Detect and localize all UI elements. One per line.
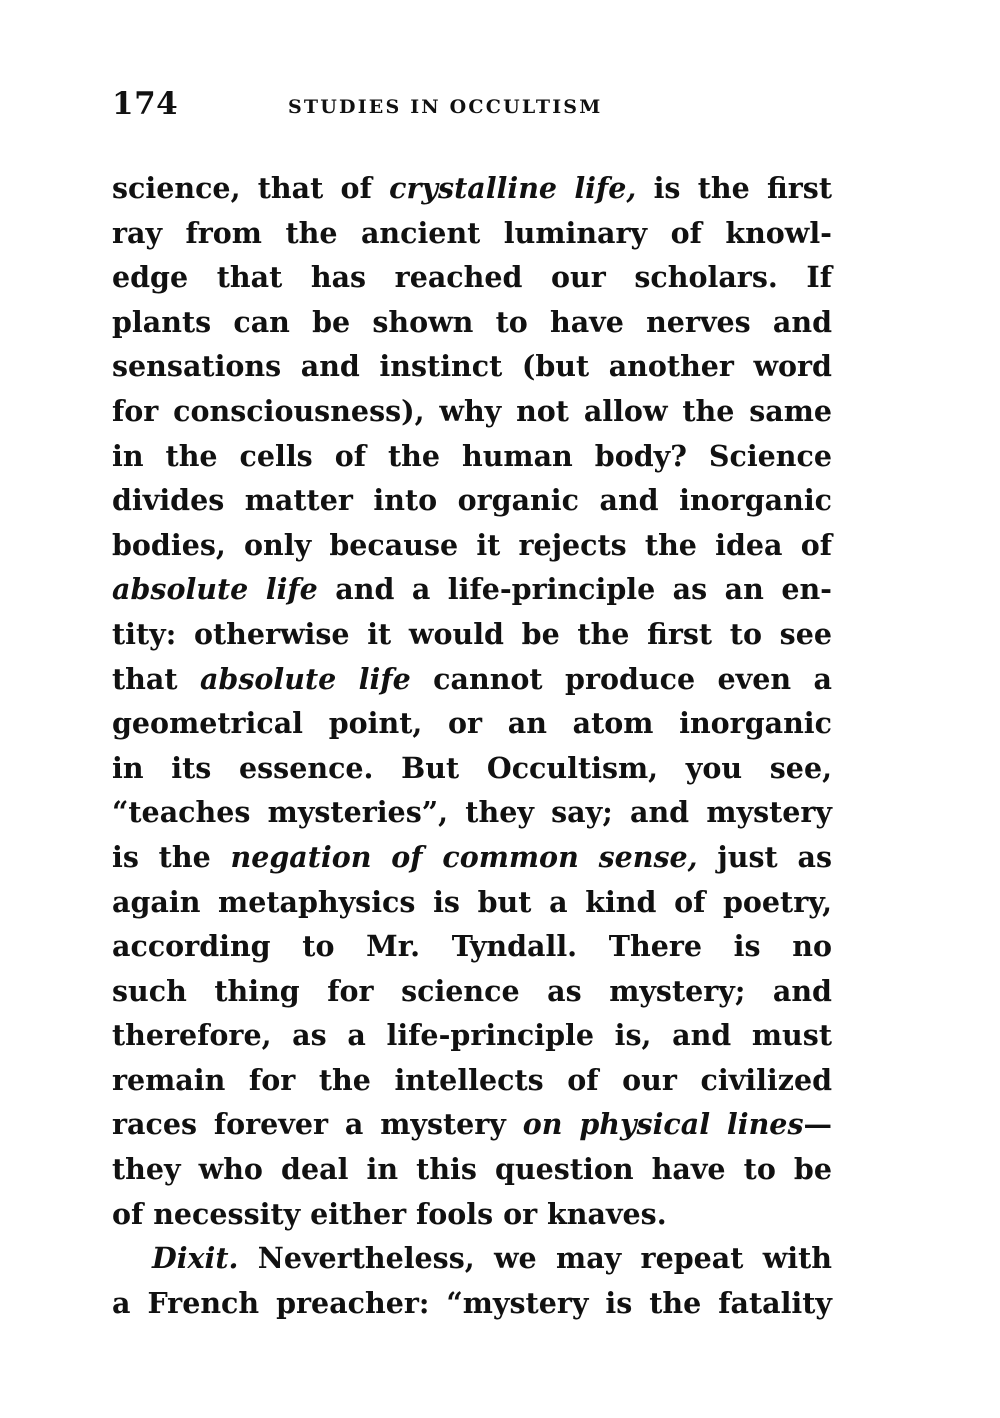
text-segment: according to Mr. Tyndall. There is no (112, 929, 832, 964)
text-segment: in the cells of the human body? Science (112, 438, 832, 473)
text-line (112, 1102, 832, 1147)
text-segment: — (803, 1107, 832, 1142)
text-line (112, 612, 832, 657)
text-line (112, 567, 832, 612)
italic-text: crystalline life, (389, 171, 637, 205)
text-line (112, 1281, 832, 1326)
text-segment: edge that has reached our scholars. If (112, 260, 832, 295)
text-segment: such thing for science as mystery; and (112, 973, 832, 1008)
text-line (112, 790, 832, 835)
text-line (112, 166, 832, 211)
running-head: STUDIES IN OCCULTISM (288, 96, 603, 118)
page-number: 174 (112, 86, 179, 122)
text-segment: tity: otherwise it would be the first to see (112, 616, 832, 651)
text-line (112, 835, 832, 880)
text-line (112, 746, 832, 791)
text-line (112, 211, 832, 256)
text-segment: therefore, as a life-principle is, and must (112, 1018, 832, 1053)
italic-text: Dixit. (152, 1241, 239, 1276)
italic-text: on physical lines (522, 1107, 804, 1142)
text-segment: remain for the intellects of our civilized (112, 1062, 832, 1097)
text-segment: cannot produce even a (410, 661, 832, 696)
text-segment: in its essence. But Occultism, you see, (112, 750, 832, 785)
text-line (112, 657, 832, 702)
text-line (112, 344, 832, 389)
text-line (112, 300, 832, 345)
text-segment: is the (112, 839, 231, 874)
text-segment: Nevertheless, we may repeat with (238, 1241, 832, 1276)
text-segment: science, that of (112, 171, 390, 205)
text-segment: “teaches mysteries”, they say; and mystery (112, 795, 832, 830)
text-line (112, 1058, 832, 1103)
text-segment: geometrical point, or an atom inorganic (112, 706, 832, 741)
text-line (112, 434, 832, 479)
text-segment: plants can be shown to have nerves and (112, 304, 832, 339)
page-header (112, 86, 832, 130)
italic-text: absolute life (199, 661, 411, 696)
body-text (112, 166, 832, 1325)
text-line (112, 1236, 832, 1281)
text-line (112, 969, 832, 1014)
text-segment: that (112, 661, 200, 696)
text-line (112, 701, 832, 746)
text-line (112, 478, 832, 523)
text-segment: sensations and instinct (but another word (112, 349, 832, 384)
italic-text: negation of common sense, (230, 839, 698, 874)
text-segment: just as (697, 839, 832, 874)
text-segment: ray from the ancient luminary of knowl- (112, 215, 832, 250)
text-line (112, 1013, 832, 1058)
text-segment: for consciousness), why not allow the same (112, 393, 832, 428)
text-segment: and a life-principle as an en- (317, 572, 832, 607)
text-line (112, 1192, 832, 1237)
italic-text: absolute life (112, 572, 318, 607)
text-segment: of necessity either fools or knaves. (112, 1196, 667, 1231)
text-segment: they who deal in this question have to be (112, 1152, 832, 1187)
text-segment: is the first (636, 171, 832, 205)
text-segment: again metaphysics is but a kind of poetry, (112, 884, 832, 919)
text-line (112, 389, 832, 434)
text-segment: races forever a mystery (112, 1107, 523, 1142)
text-line (112, 924, 832, 969)
text-segment: divides matter into organic and inorganic (112, 483, 832, 518)
text-line (112, 255, 832, 300)
text-line (112, 1147, 832, 1192)
text-segment: a French preacher: “mystery is the fatality (112, 1285, 832, 1320)
text-line (112, 880, 832, 925)
text-line (112, 523, 832, 568)
text-segment: bodies, only because it rejects the idea of (112, 527, 832, 562)
